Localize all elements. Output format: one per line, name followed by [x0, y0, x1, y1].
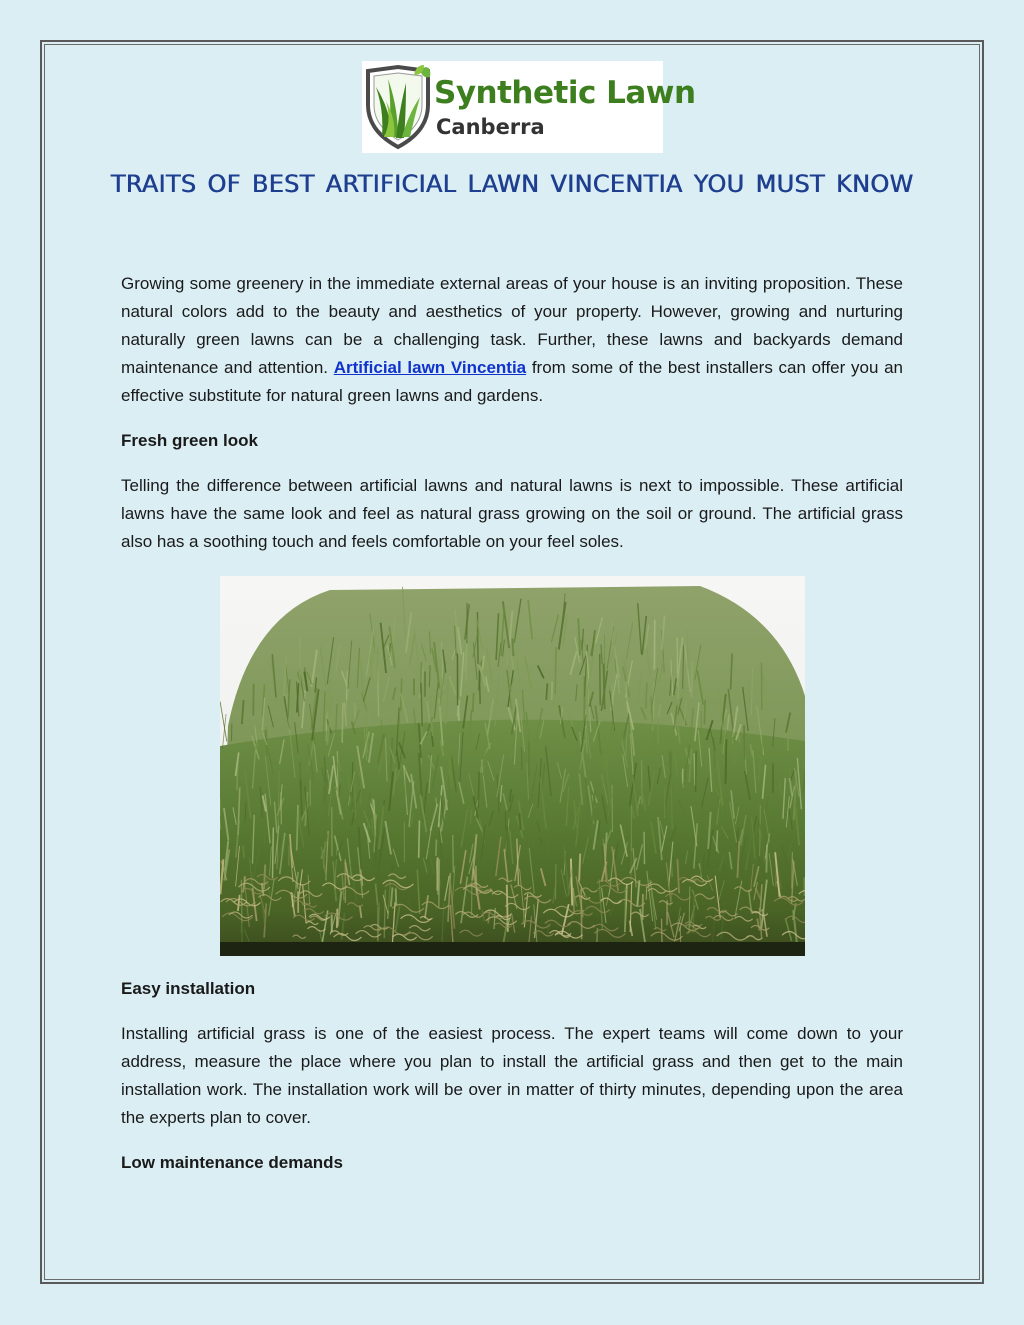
grass-blade: [603, 663, 604, 709]
brand-logo: [362, 61, 696, 153]
grass-blade: [625, 887, 626, 931]
grass-blade: [658, 696, 659, 744]
grass-blade: [701, 711, 702, 754]
grass-blade: [439, 859, 440, 906]
grass-blade: [337, 909, 338, 928]
grass-shield-icon: [362, 61, 432, 153]
grass-blade: [744, 725, 745, 759]
grass-blade: [272, 827, 273, 878]
artificial-lawn-vincentia-link[interactable]: Artificial lawn Vincentia: [333, 358, 527, 377]
grass-blade: [264, 865, 265, 890]
grass-blade: [477, 612, 478, 664]
grass-blade: [313, 810, 314, 823]
grass-blade: [507, 826, 508, 860]
grass-blade: [429, 665, 430, 687]
grass-blade: [555, 647, 556, 694]
grass-blade: [369, 794, 370, 823]
grass-blade: [436, 840, 437, 856]
artificial-grass-photo: [220, 576, 805, 956]
section-body-easy-installation: Installing artificial grass is one of the easiest process. The expert teams will come down to your address, measure the place where you plan to install the artificial grass and then get to the main installation work. The installation work will be over in matter of thirty minutes, depending upon the area the experts plan to cover.: [121, 1024, 903, 1127]
grass-blade: [478, 772, 479, 808]
grass-blade: [725, 739, 726, 784]
section-heading-easy-installation: Easy installation: [121, 979, 256, 998]
grass-blade: [734, 733, 735, 763]
grass-blade: [696, 751, 697, 792]
grass-blade: [642, 760, 643, 804]
grass-blade: [520, 813, 521, 830]
grass-blade: [571, 859, 572, 906]
section-body-fresh-green-look: Telling the difference between artificial lawns and natural lawns is next to impossible. These artificial lawns have the same look and feel as natural grass growing on the soil or ground. The artificial grass also has a soothing touch and feels comfortable on your feel soles.: [121, 476, 903, 551]
grass-blade: [579, 854, 580, 881]
grass-blade: [396, 888, 397, 906]
intro-text-end: from some of the best installers can offer you an effective substitute for natural green lawns and gardens.: [121, 358, 903, 405]
grass-blade: [691, 661, 692, 698]
grass-blade: [646, 887, 647, 900]
page-title: traits of best artificial lawn vincentia you must know: [110, 161, 914, 201]
grass-blade: [419, 820, 420, 857]
grass-blade: [573, 888, 574, 913]
grass-blade: [466, 641, 467, 682]
grass-blade: [717, 831, 718, 852]
logo-wordmark-primary: Synthetic Lawn: [434, 75, 696, 111]
grass-blade: [479, 671, 480, 704]
grass-blade: [453, 835, 454, 873]
grass-blade: [694, 753, 695, 785]
section-heading-low-maintenance: Low maintenance demands: [121, 1153, 343, 1172]
grass-blade: [760, 805, 761, 856]
section-heading-fresh-green-look: Fresh green look: [121, 431, 258, 450]
intro-text-start: Growing some greenery in the immediate external areas of your house is an inviting proposition. These natural colors add to the beauty and aesthetics of your property. However, growing and nurturing naturally green lawns can be a challenging task. Further, these lawns and backyards demand maintenance and attention.: [121, 274, 903, 377]
grass-blade: [704, 700, 705, 725]
grass-blade: [546, 684, 547, 700]
grass-blade: [342, 703, 343, 743]
logo-wordmark-secondary: Canberra: [436, 115, 545, 139]
intro-paragraph: [121, 270, 903, 410]
grass-blade: [473, 693, 474, 712]
